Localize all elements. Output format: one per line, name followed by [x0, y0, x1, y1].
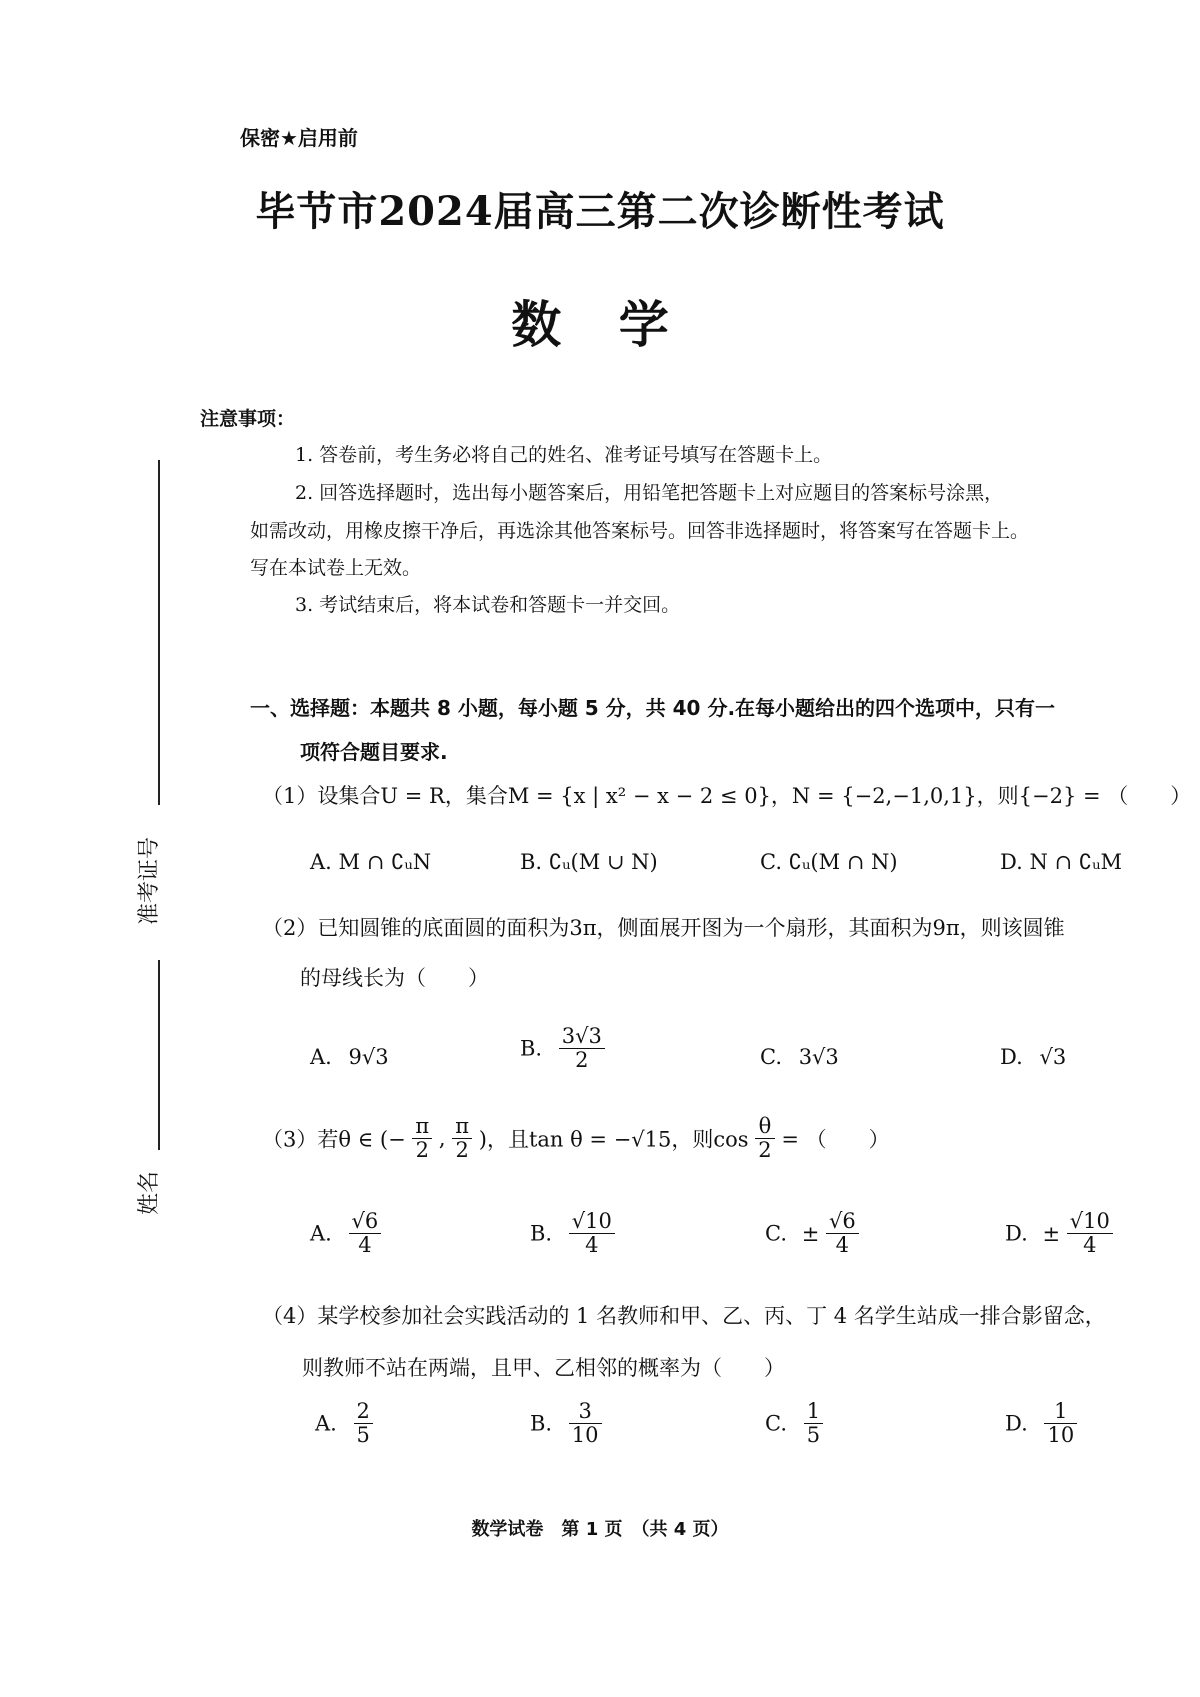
- fraction-denominator: 4: [585, 1233, 599, 1258]
- q3-option-a: [310, 1210, 381, 1257]
- question-4-stem-line2: 则教师不站在两端，且甲、乙相邻的概率为（ ）: [302, 1356, 785, 1380]
- question-2-stem-line2: 的母线长为（ ）: [300, 966, 489, 990]
- q2-option-b: [520, 1025, 605, 1072]
- notice-line-5: 3. 考试结束后，将本试卷和答题卡一并交回。: [295, 594, 681, 616]
- q1-option-d: D. N ∩ ∁ᵤM: [1000, 850, 1123, 874]
- fraction-denominator: 2: [575, 1048, 589, 1073]
- stem-text: ,: [438, 1126, 446, 1151]
- fraction-denominator: 2: [415, 1138, 429, 1163]
- notice-line-1: 1. 答卷前，考生务必将自己的姓名、准考证号填写在答题卡上。: [295, 444, 833, 466]
- q4-option-c: [765, 1400, 823, 1447]
- fraction-denominator: 2: [758, 1138, 772, 1163]
- option-letter: D.: [1005, 1221, 1028, 1246]
- option-fraction: [569, 1400, 602, 1447]
- notice-line-4: 写在本试卷上无效。: [250, 557, 422, 579]
- question-2-stem-line1: （2）已知圆锥的底面圆的面积为3π，侧面展开图为一个扇形，其面积为9π，则该圆锥: [262, 916, 1065, 940]
- stem-text: = （ ）: [781, 1127, 890, 1152]
- exam-id-label: 准考证号: [137, 836, 162, 925]
- fraction-denominator: 10: [571, 1423, 599, 1448]
- fraction-numerator: 1: [804, 1400, 823, 1424]
- stem-text: )，且tan θ = −√15，则cos: [478, 1127, 749, 1152]
- fraction-numerator: 3: [569, 1400, 602, 1424]
- q1-option-a: A. M ∩ ∁ᵤN: [310, 850, 432, 874]
- confidential-mark: 保密★启用前: [240, 126, 358, 150]
- fraction-numerator: √6: [826, 1210, 859, 1234]
- option-letter: A.: [310, 1045, 332, 1069]
- fraction-numerator: 3√3: [559, 1025, 605, 1049]
- q3-option-c: [765, 1210, 859, 1257]
- stem-fraction: [412, 1115, 432, 1162]
- option-fraction: [1067, 1210, 1113, 1257]
- q1-option-b: B. ∁ᵤ(M ∪ N): [520, 850, 658, 874]
- q2-option-c: [760, 1045, 839, 1069]
- option-fraction: [349, 1210, 382, 1257]
- option-fraction: [804, 1400, 823, 1447]
- option-letter: B.: [520, 1036, 543, 1061]
- q4-option-b: [530, 1400, 602, 1447]
- option-sign: ±: [1042, 1221, 1061, 1246]
- fraction-numerator: √6: [349, 1210, 382, 1234]
- fraction-numerator: θ: [755, 1115, 774, 1139]
- notice-line-2: 2. 回答选择题时，选出每小题答案后，用铅笔把答题卡上对应题目的答案标号涂黑，: [295, 482, 1004, 504]
- option-value: 3√3: [798, 1045, 839, 1069]
- fraction-denominator: 4: [1083, 1233, 1097, 1258]
- section-heading: [250, 686, 1180, 774]
- q3-option-d: [1005, 1210, 1113, 1257]
- option-fraction: [1044, 1400, 1077, 1447]
- option-fraction: [569, 1210, 615, 1257]
- option-sign: ±: [801, 1221, 820, 1246]
- q4-option-d: [1005, 1400, 1077, 1447]
- option-letter: C.: [760, 1045, 782, 1069]
- option-fraction: [559, 1025, 605, 1072]
- fraction-denominator: 10: [1047, 1423, 1075, 1448]
- section-heading-line1: 一、选择题：本题共 8 小题，每小题 5 分，共 40 分.在每小题给出的四个选项中，只有一: [250, 696, 1056, 720]
- fraction-denominator: 5: [806, 1423, 821, 1448]
- fraction-numerator: √10: [569, 1210, 615, 1234]
- option-letter: D.: [1005, 1411, 1028, 1436]
- fraction-numerator: 1: [1044, 1400, 1077, 1424]
- q2-option-d: [1000, 1045, 1066, 1069]
- option-fraction: [354, 1400, 373, 1447]
- q1-option-c: C. ∁ᵤ(M ∩ N): [760, 850, 898, 874]
- stem-fraction: [755, 1115, 774, 1162]
- stem-fraction: [452, 1115, 472, 1162]
- question-3-stem: [262, 1115, 890, 1162]
- binding-line-middle: [158, 960, 160, 1150]
- fraction-numerator: 2: [354, 1400, 373, 1424]
- stem-text: （3）若θ ∈ (−: [262, 1127, 406, 1152]
- question-4-stem-line1: （4）某学校参加社会实践活动的 1 名教师和甲、乙、丙、丁 4 名学生站成一排合影留念，: [262, 1304, 1106, 1328]
- binding-line-top: [158, 460, 160, 805]
- fraction-denominator: 4: [358, 1233, 372, 1258]
- option-letter: A.: [310, 1221, 332, 1246]
- fraction-numerator: √10: [1067, 1210, 1113, 1234]
- exam-title: 毕节市2024届高三第二次诊断性考试: [255, 188, 945, 235]
- question-1-stem: （1）设集合U = R，集合M = {x | x² − x − 2 ≤ 0}，N = {−2,−1,0,1}，则{−2} = （ ）: [262, 784, 1192, 808]
- q3-option-b: [530, 1210, 615, 1257]
- option-letter: A.: [315, 1411, 337, 1436]
- option-letter: B.: [530, 1221, 553, 1246]
- option-letter: D.: [1000, 1045, 1023, 1069]
- option-letter: C.: [765, 1221, 787, 1246]
- option-letter: C.: [765, 1411, 787, 1436]
- fraction-denominator: 2: [455, 1138, 469, 1163]
- option-value: √3: [1039, 1045, 1067, 1069]
- fraction-denominator: 5: [356, 1423, 370, 1448]
- notice-heading: 注意事项：: [200, 408, 296, 430]
- subject-title: 数 学: [511, 295, 689, 354]
- q2-option-a: [310, 1045, 389, 1069]
- name-label: 姓名: [137, 1170, 162, 1215]
- option-letter: B.: [530, 1411, 553, 1436]
- page-footer: 数学试卷 第 1 页 （共 4 页）: [471, 1519, 729, 1540]
- option-value: 9√3: [348, 1045, 389, 1069]
- fraction-numerator: π: [412, 1115, 432, 1139]
- notice-line-3: 如需改动，用橡皮擦干净后，再选涂其他答案标号。回答非选择题时，将答案写在答题卡上。: [250, 520, 1030, 542]
- fraction-numerator: π: [452, 1115, 472, 1139]
- q4-option-a: [315, 1400, 373, 1447]
- section-heading-line2: 项符合题目要求.: [300, 740, 448, 764]
- option-fraction: [826, 1210, 859, 1257]
- fraction-denominator: 4: [835, 1233, 850, 1258]
